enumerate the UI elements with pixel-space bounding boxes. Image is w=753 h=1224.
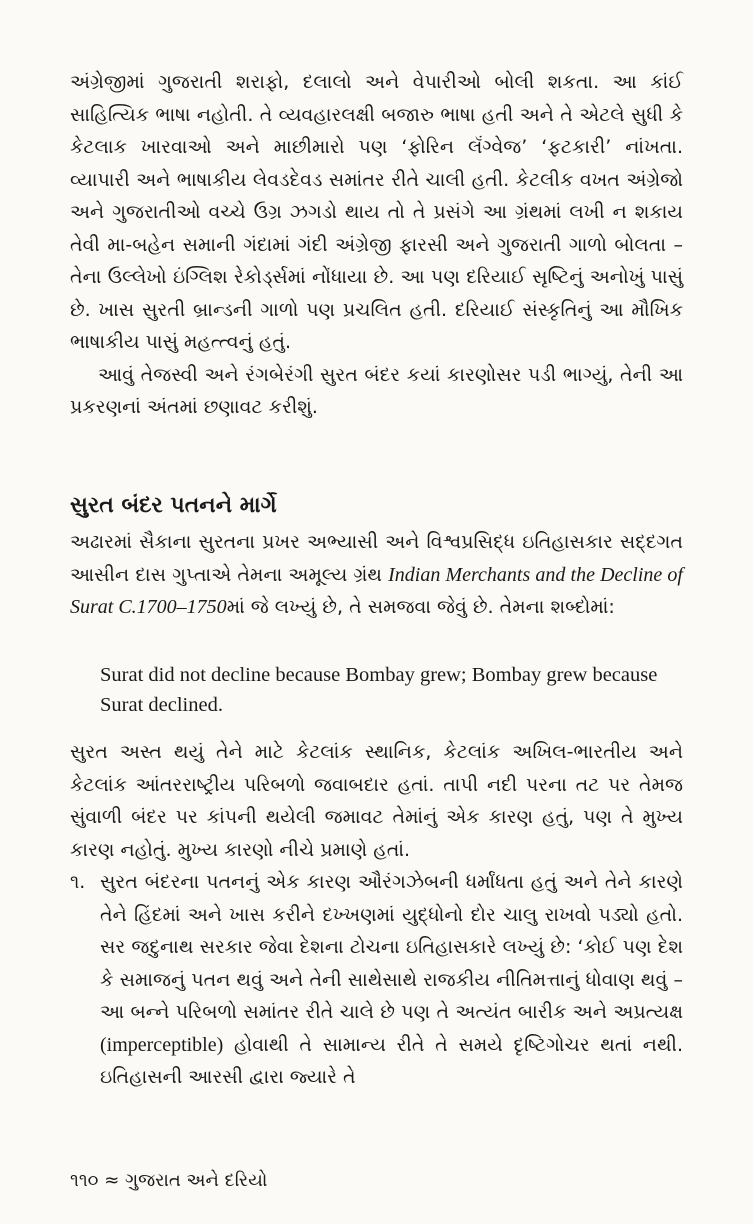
paragraph-causes: સુરત અસ્ત થયું તેને માટે કેટલાંક સ્થાનિક, કેટલાંક અખિલ-ભારતીય અને કેટલાંક આંતરરાષ્ટ્રીય પરિબળો જવાબદાર હતાં. તાપી નદી પરના તટ પર તેમજ સુંવાળી બંદર પર કાંપની થયેલી જમાવટ તેમાંનું એક કારણ હતું, પણ તે મુખ્ય કારણ નહોતું. મુખ્ય કારણો નીચે પ્રમાણે હતાં. [70,741,683,861]
paragraph-dasgupta-lead: અઢારમાં સૈકાના સુરતના પ્રખર અભ્યાસી અને વિશ્વપ્રસિદ્ધ ઇતિહાસકાર સદ્દગત આસીન દાસ ગુપ્તાએ તેમના અમૂલ્ય ગ્રંથ [70,531,683,586]
list-item-text [100,866,683,1094]
list-item-text-tail: હોવાથી તે સામાન્ય રીતે તે સમયે દૃષ્ટિગોચર થતાં નથી. ઇતિહાસની આરસી દ્વારા જ્યારે તે [100,1033,683,1088]
page-footer: ૧૧૦ ≈ ગુજરાત અને દરિયો [70,1170,268,1191]
paragraph-intro-closing: આવું તેજસ્વી અને રંગબેરંગી સુરત બંદર કયાં કારણોસર પડી ભાગ્યું, તેની આ પ્રકરણનાં અંતમાં છણાવટ કરીશું. [70,363,683,418]
list-item-text-lead: સુરત બંદરના પતનનું એક કારણ ઔરંગઝેબની ધર્માંધતા હતું અને તેને કારણે તેને હિંદમાં અને ખાસ કરીને દખ્ખણમાં યુદ્ધોનો દોર ચાલુ રાખવો પડ્યો હતો. સર જદુનાથ સરકાર જેવા દેશના ટોચના ઇતિહાસકારે લખ્યું છે: ‘કોઈ પણ દેશ કે સમાજનું પતન થવું અને તેની સાથેસાથે રાજકીય નીતિમત્તાનું ધોવાણ થવું – આ બન્ને પરિબળો સમાંતર રીતે ચાલે છે પણ તે અત્યંત બારીક અને અપ્રત્યક્ષ [100,871,683,1023]
causes-list [70,866,683,1094]
book-title: Indian Merchants and the Decline of Surat C.1700–1750 [70,563,683,618]
block-quote: Surat did not decline because Bombay grew; Bombay grew because Surat declined. [100,664,658,716]
list-item [70,866,683,1094]
paragraph-intro-text: અંગ્રેજીમાં ગુજરાતી શરાફો, દલાલો અને વેપારીઓ બોલી શકતા. આ કાંઈ સાહિત્યિક ભાષા નહોતી. તે વ્યવહારલક્ષી બજારુ ભાષા હતી અને તે એટલે સુધી કે કેટલાક ખારવાઓ અને માછીમારો પણ ‘ફોરિન લૅંગ્વેજ’ ‘ફટકારી’ નાંખતા. વ્યાપારી અને ભાષાકીય લેવડદેવડ સમાંતર રીતે ચાલી હતી. કેટલીક વખત અંગ્રેજો અને ગુજરાતીઓ વચ્ચે ઉગ્ર ઝગડો થાય તો તે પ્રસંગે આ ગ્રંથમાં લખી ન શકાય તેવી મા-બહેન સમાની ગંદામાં ગંદી અંગ્રેજી ફારસી અને ગુજરાતી ગાળો બોલતા – તેના ઉલ્લેખો ઇંગ્લિશ રેકોર્ડ્સમાં નોંધાયા છે. આ પણ દરિયાઈ સૃષ્ટિનું અનોખું પાસું છે. ખાસ સુરતી બ્રાન્ડની ગાળો પણ પ્રચલિત હતી. દરિયાઈ સંસ્કૃતિનું આ મૌખિક ભાષાકીય પાસું મહત્ત્વનું હતું. [70,71,683,353]
list-item-number: ૧. [70,871,86,893]
paragraph-dasgupta-tail: માં જે લખ્યું છે, તે સમજવા જેવું છે. તેમના શબ્દોમાં: [226,596,615,618]
english-term: (imperceptible) [100,1033,224,1056]
paragraph-dasgupta [70,526,683,624]
section-heading: સુરત બંદર પતનને માર્ગે [70,493,277,518]
paragraph-intro [70,66,683,424]
